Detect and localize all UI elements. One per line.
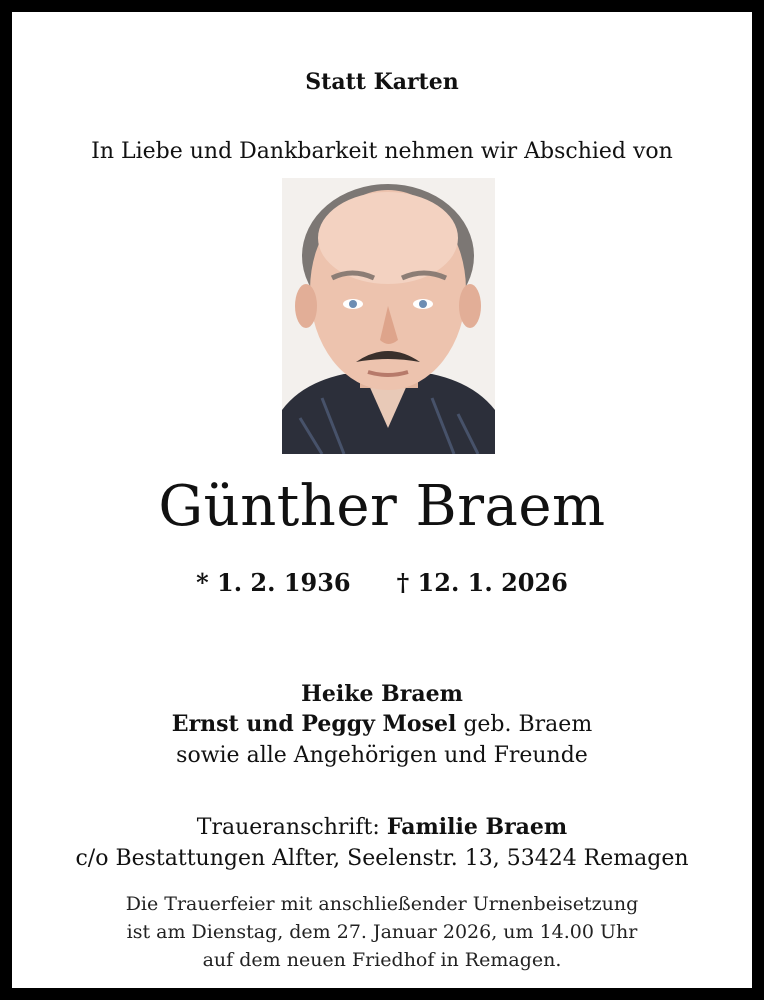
notice-header: Statt Karten [305, 69, 459, 95]
mourner-line: Heike Braem [301, 681, 463, 707]
ceremony-info: auf dem neuen Friedhof in Remagen. [202, 949, 562, 971]
address-street: c/o Bestattungen Alfter, Seelenstr. 13, 53424 Remagen [75, 846, 689, 871]
mourner-names: Ernst und Peggy Mosel [171, 711, 457, 737]
intro-text: In Liebe und Dankbarkeit nehmen wir Abschied von [91, 139, 673, 164]
life-dates [24, 568, 740, 597]
address-family: Familie Braem [386, 814, 568, 840]
mourner-maiden-name: geb. Braem [456, 712, 593, 737]
portrait-image [282, 178, 495, 454]
birth-date: * 1. 2. 1936 [196, 568, 351, 597]
ceremony-info: ist am Dienstag, dem 27. Januar 2026, um 14.00 Uhr [126, 921, 638, 943]
death-date: † 12. 1. 2026 [396, 568, 568, 597]
address-label: Traueranschrift: [196, 815, 387, 840]
mourning-address [24, 814, 740, 840]
deceased-name: Günther Braem [158, 474, 606, 539]
portrait-photo [282, 178, 495, 454]
mourner-line: sowie alle Angehörigen und Freunde [176, 743, 588, 768]
mourner-line [24, 711, 740, 737]
ceremony-info: Die Trauerfeier mit anschließender Urnenbeisetzung [125, 893, 639, 915]
